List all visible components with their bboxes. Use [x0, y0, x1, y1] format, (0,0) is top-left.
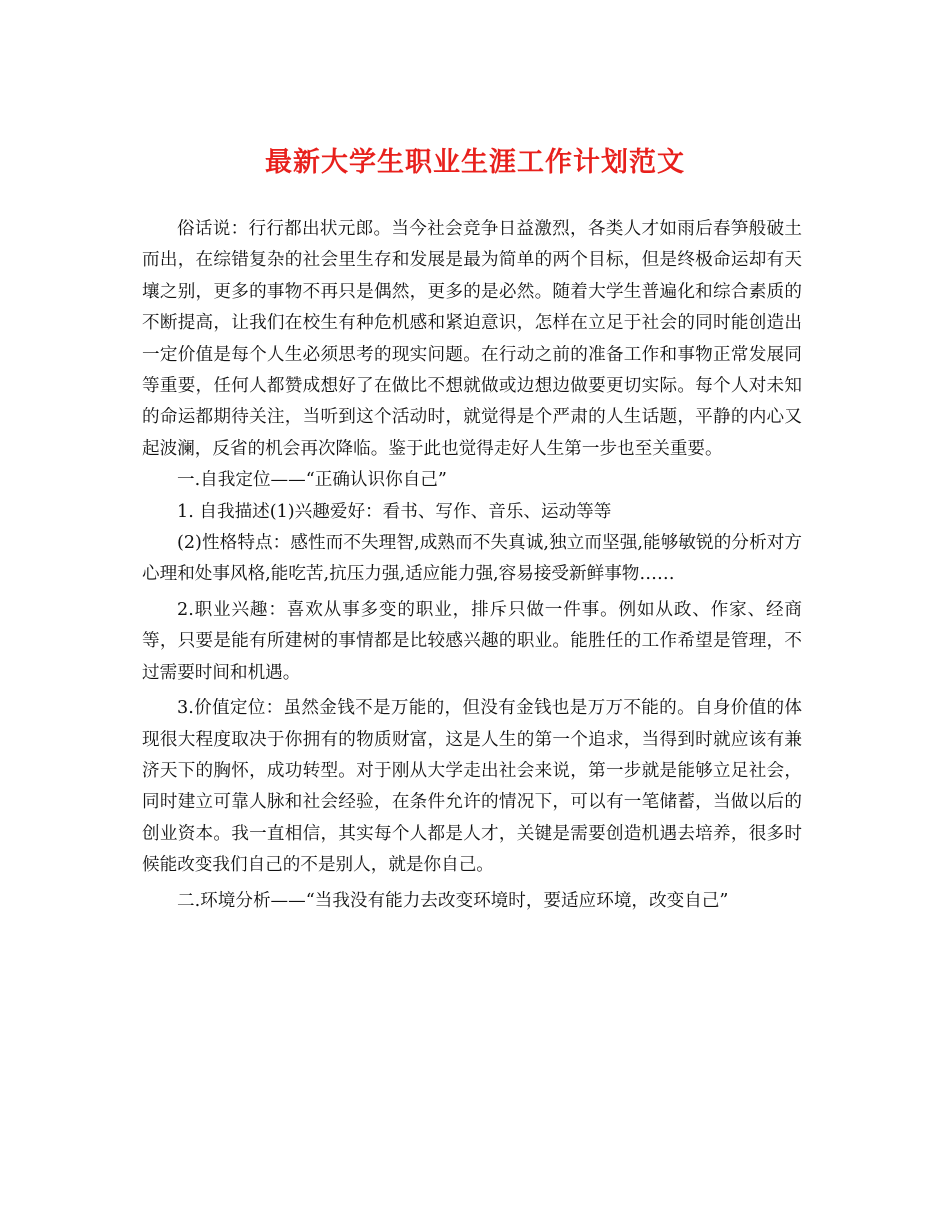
document-title: 最新大学生职业生涯工作计划范文 [265, 147, 685, 178]
section-heading-environment-analysis: 二.环境分析——“当我没有能力去改变环境时，要适应环境，改变自己” [177, 890, 729, 911]
intro-paragraph: 俗话说：行行都出状元郎。当今社会竞争日益激烈，各类人才如雨后春笋般破土而出，在综错复杂的社会里生存和发展是最为简单的两个目标，但是终极命运却有天壤之别，更多的事物不再只是偶然，更多的是必然。随着大学生普遍化和综合素质的不断提高，让我们在校生有种危机感和紧迫意识，怎样在立足于社会的同时能创造出一定价值是每个人生必须思考的现实问题。在行动之前的准备工作和事物正常发展同等重要，任何人都赞成想好了在做比不想就做或边想边做要更切实际。每个人对未知的命运都期待关注，当听到这个活动时，就觉得是个严肃的人生话题，平静的内心又起波澜，反省的机会再次降临。鉴于此也觉得走好人生第一步也至关重要。 [142, 219, 802, 459]
section-heading-self-positioning: 一.自我定位——“正确认识你自己” [177, 470, 447, 491]
self-description-paragraph: 1. 自我描述(1)兴趣爱好：看书、写作、音乐、运动等等 [177, 501, 612, 522]
personality-paragraph: (2)性格特点：感性而不失理智,成熟而不失真诚,独立而坚强,能够敏锐的分析对方心理和处事风格,能吃苦,抗压力强,适应能力强,容易接受新鲜事物…… [142, 533, 802, 585]
value-positioning-paragraph: 3.价值定位：虽然金钱不是万能的，但没有金钱也是万万不能的。自身价值的体现很大程度取决于你拥有的物质财富，这是人生的第一个追求，当得到时就应该有兼济天下的胸怀，成功转型。对于刚从大学走出社会来说，第一步就是能够立足社会，同时建立可靠人脉和社会经验，在条件允许的情况下，可以有一笔储蓄，当做以后的创业资本。我一直相信，其实每个人都是人才，关键是需要创造机遇去培养，很多时候能改变我们自己的不是别人，就是你自己。 [142, 698, 802, 876]
career-interest-paragraph: 2.职业兴趣：喜欢从事多变的职业，排斥只做一件事。例如从政、作家、经商等，只要是能有所建树的事情都是比较感兴趣的职业。能胜任的工作希望是管理，不过需要时间和机遇。 [142, 599, 802, 683]
document-body [142, 214, 802, 917]
